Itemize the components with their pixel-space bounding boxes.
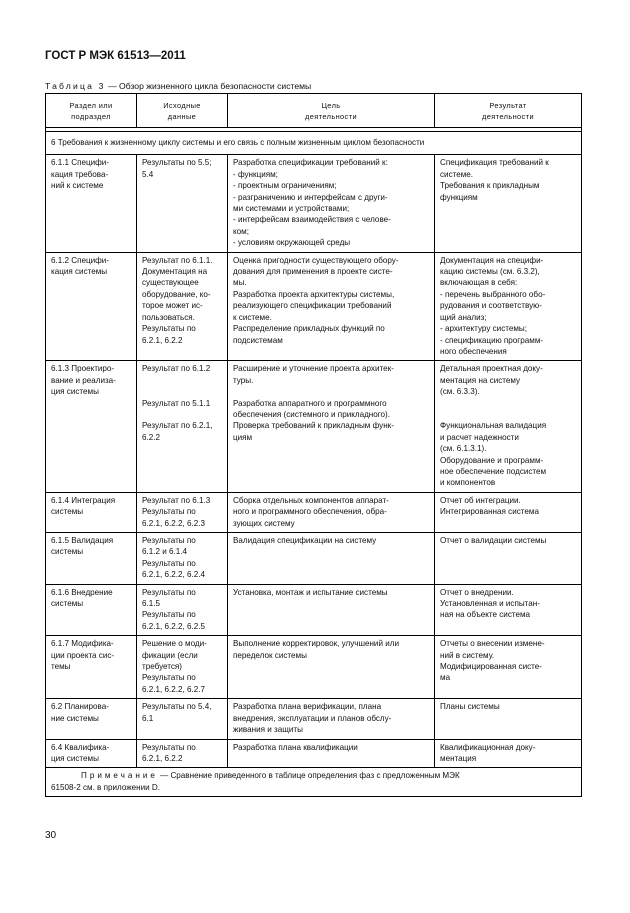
cell-line: - проектным ограничениям; (233, 181, 337, 191)
cell-line: Отчеты о внесении измене- (440, 639, 545, 649)
cell-line (440, 409, 577, 420)
cell-line: 6.1.2 и 6.1.4 (142, 547, 188, 557)
cell-line: 6.2.1, 6.2.2, 6.2.7 (142, 684, 205, 694)
column-header-label: Исходные данные (163, 100, 201, 121)
cell-line: Решение о моди- (142, 639, 207, 649)
cell-line: 6.4 Квалифика- (51, 742, 110, 752)
cell-line: Квалификационная доку- (440, 742, 536, 752)
cell-line: 6.1.7 Модифика- (51, 639, 114, 649)
cell-line: Результаты по (142, 742, 196, 752)
cell-line: - условиям окружающей среды (233, 238, 351, 248)
table-header-row (46, 94, 582, 128)
result-cell (435, 361, 582, 492)
cell-line: Детальная проектная доку- (440, 364, 543, 374)
inputs-cell (137, 252, 228, 361)
section-cell (46, 584, 137, 636)
section-title-row (46, 132, 582, 155)
inputs-cell (137, 155, 228, 252)
cell-line: - интерфейсам взаимодействия с челове- (233, 215, 391, 225)
cell-line: существующее (142, 278, 199, 288)
cell-line: Отчет о валидации системы (440, 536, 547, 545)
note-text: — Сравнение приведенного в таблице определения фаз с предложенным МЭК (160, 771, 460, 781)
cell-line: 6.1.5 (142, 599, 161, 609)
cell-line: 6.2.1, 6.2.2 (142, 753, 183, 763)
cell-line (440, 398, 577, 409)
cell-line: ное обеспечение подсистем (440, 466, 547, 476)
cell-line: Результаты по 5.4, (142, 702, 212, 712)
purpose-cell (228, 584, 435, 636)
cell-line: 6.2.1, 6.2.2, 6.2.4 (142, 570, 205, 580)
table-caption-title: — Обзор жизненного цикла безопасности системы (108, 81, 312, 91)
table-row (46, 492, 582, 532)
cell-line: Результат по 5.1.1 (142, 398, 211, 408)
table-row (46, 361, 582, 492)
cell-line: внедрения, эксплуатации и планов обслу- (233, 713, 392, 723)
cell-line: туры. (233, 375, 254, 385)
cell-line: ция системы (51, 753, 99, 763)
cell-line: ция системы (51, 387, 99, 397)
note-row (46, 768, 582, 797)
cell-line: торое может ис- (142, 301, 203, 311)
note-cell (46, 768, 582, 797)
cell-line: ми системами и устройствами; (233, 204, 350, 214)
lifecycle-table (45, 93, 582, 797)
cell-line: 6.1.3 Проектиро- (51, 364, 115, 374)
cell-line: (см. 6.3.3). (440, 387, 480, 397)
column-header-label: Результат деятельности (482, 100, 534, 121)
cell-line: Модифицированная систе- (440, 662, 542, 672)
cell-line: Установленная и испытан- (440, 599, 540, 609)
cell-line: Результат по 6.1.3 (142, 495, 211, 505)
section-cell (46, 155, 137, 252)
table-row (46, 584, 582, 636)
header-section (46, 94, 137, 128)
cell-line: 6.1 (142, 713, 154, 723)
purpose-cell (228, 492, 435, 532)
cell-line: дования для применения в проекте систе- (233, 267, 393, 277)
cell-line: Оборудование и программ- (440, 455, 544, 465)
note-label: Примечание (81, 771, 158, 781)
cell-line: 6.2 Планирова- (51, 702, 109, 712)
purpose-cell (228, 252, 435, 361)
table-row (46, 699, 582, 739)
cell-line: Сборка отдельных компонентов аппарат- (233, 495, 389, 505)
inputs-cell (137, 636, 228, 699)
cell-line: Выполнение корректировок, улучшений или (233, 639, 399, 649)
result-cell (435, 699, 582, 739)
table-row (46, 739, 582, 768)
cell-line: 6.1.2 Специфи- (51, 255, 110, 265)
cell-line (142, 386, 223, 397)
table-row (46, 533, 582, 585)
cell-line: ком; (233, 226, 249, 236)
inputs-cell (137, 584, 228, 636)
cell-line: Оценка пригодности существующего обору- (233, 255, 399, 265)
cell-line: Результаты по (142, 610, 196, 620)
cell-line: ма (440, 673, 451, 683)
cell-line: Документация на специфи- (440, 255, 544, 265)
result-cell (435, 155, 582, 252)
cell-line (142, 409, 223, 420)
cell-line: Результат по 6.2.1, (142, 421, 213, 431)
cell-line: подсистемам (233, 335, 283, 345)
cell-line: Отчет о внедрении. (440, 587, 514, 597)
cell-line: пользоваться. (142, 312, 195, 322)
cell-line: - разграничению и интерфейсам с други- (233, 192, 388, 202)
cell-line: ная на объекте система (440, 610, 531, 620)
cell-line: системе. (440, 169, 474, 179)
cell-line: Требования к прикладным (440, 181, 540, 191)
result-cell (435, 492, 582, 532)
cell-line: Разработка аппаратного и программного (233, 398, 387, 408)
cell-line: Разработка плана верификации, плана (233, 702, 382, 712)
table-caption (45, 81, 311, 91)
column-header-label: Раздел или подраздел (69, 100, 113, 121)
cell-line: рудования и соответствую- (440, 301, 542, 311)
cell-line: системы (51, 547, 84, 557)
cell-line: переделок системы (233, 650, 307, 660)
cell-line: и расчет надежности (440, 432, 519, 442)
cell-line: 5.4 (142, 169, 154, 179)
cell-line: Расширение и уточнение проекта архитек- (233, 364, 394, 374)
cell-line: Результаты по (142, 673, 196, 683)
cell-line: 6.1.6 Внедрение (51, 587, 113, 597)
section-cell (46, 699, 137, 739)
cell-line: Результаты по (142, 507, 196, 517)
inputs-cell (137, 699, 228, 739)
cell-line: системы (51, 507, 84, 517)
cell-line: включающая в себя: (440, 278, 518, 288)
cell-line: к системе. (233, 312, 272, 322)
cell-line: ментация (440, 753, 477, 763)
cell-line: и компонентов (440, 478, 496, 488)
cell-line: ного и программного обеспечения, обра- (233, 507, 387, 517)
purpose-cell (228, 155, 435, 252)
cell-line: Разработка плана квалификации (233, 742, 358, 752)
cell-line: 6.2.1, 6.2.2, 6.2.5 (142, 621, 205, 631)
cell-line: Результаты по (142, 536, 196, 545)
cell-line: Отчет об интеграции. (440, 495, 521, 505)
table-row (46, 155, 582, 252)
purpose-cell (228, 636, 435, 699)
cell-line: вание и реализа- (51, 375, 116, 385)
purpose-cell (228, 533, 435, 585)
cell-line: Результаты по (142, 587, 196, 597)
cell-line (142, 375, 223, 386)
header-result (435, 94, 582, 128)
section-title: 6 Требования к жизненному циклу системы и его связь с полным жизненным циклом безопасности (46, 132, 582, 155)
cell-line: Разработка спецификации требований к: (233, 158, 388, 168)
cell-line: щий анализ; (440, 312, 487, 322)
cell-line: ний в систему. (440, 650, 495, 660)
purpose-cell (228, 739, 435, 768)
cell-line: циям (233, 432, 253, 442)
cell-line: оборудование, ко- (142, 289, 211, 299)
cell-line: ции проекта сис- (51, 650, 115, 660)
cell-line: ние системы (51, 713, 99, 723)
inputs-cell (137, 739, 228, 768)
document-header: ГОСТ Р МЭК 61513—2011 (45, 50, 186, 62)
note-text-cont: 61508-2 см. в приложении D. (51, 782, 161, 792)
cell-line: зующих систему (233, 518, 295, 528)
result-cell (435, 584, 582, 636)
cell-line: Результаты по (142, 558, 196, 568)
header-purpose (228, 94, 435, 128)
cell-line: Результат по 6.1.1. (142, 255, 213, 265)
cell-line: кация системы (51, 267, 108, 277)
inputs-cell (137, 492, 228, 532)
header-inputs (137, 94, 228, 128)
cell-line: Валидация спецификации на систему (233, 536, 377, 545)
cell-line: Распределение прикладных функций по (233, 324, 385, 334)
cell-line: - архитектуру системы; (440, 324, 527, 334)
cell-line: Результаты по 5.5; (142, 158, 212, 168)
cell-line: 6.2.1, 6.2.2 (142, 335, 183, 345)
cell-line: ментация на систему (440, 375, 521, 385)
cell-line: - спецификацию программ- (440, 335, 544, 345)
cell-line (233, 386, 430, 397)
cell-line: 6.1.5 Валидация (51, 536, 114, 545)
cell-line: обеспечения (системного и прикладного). (233, 409, 390, 419)
cell-line: системы (51, 599, 84, 609)
cell-line: Установка, монтаж и испытание системы (233, 587, 388, 597)
cell-line: фикации (если (142, 650, 198, 660)
result-cell (435, 533, 582, 585)
table-row (46, 636, 582, 699)
inputs-cell (137, 361, 228, 492)
cell-line: живания и защиты (233, 725, 303, 735)
section-cell (46, 636, 137, 699)
section-cell (46, 739, 137, 768)
table-row (46, 252, 582, 361)
cell-line: функциям (440, 192, 478, 202)
section-cell (46, 492, 137, 532)
cell-line: Результат по 6.1.2 (142, 364, 211, 374)
page-number: 30 (45, 830, 57, 841)
cell-line: Планы системы (440, 702, 500, 712)
cell-line: Спецификация требований к (440, 158, 549, 168)
section-cell (46, 361, 137, 492)
section-cell (46, 533, 137, 585)
inputs-cell (137, 533, 228, 585)
result-cell (435, 636, 582, 699)
cell-line: Результаты по (142, 324, 196, 334)
purpose-cell (228, 699, 435, 739)
column-header-label: Цель деятельности (305, 100, 357, 121)
cell-line: 6.2.2 (142, 432, 161, 442)
cell-line: - перечень выбранного обо- (440, 289, 546, 299)
cell-line: кацию системы (см. 6.3.2), (440, 267, 540, 277)
cell-line: (см. 6.1.3.1). (440, 444, 487, 454)
cell-line: ного обеспечения (440, 346, 507, 356)
cell-line: Разработка проекта архитектуры системы, (233, 289, 395, 299)
cell-line: требуется) (142, 662, 183, 672)
cell-line: 6.1.4 Интеграция (51, 495, 116, 505)
cell-line: мы. (233, 278, 247, 288)
table-caption-label: Таблица 3 (45, 81, 106, 91)
cell-line: кация требова- (51, 169, 109, 179)
cell-line: Проверка требований к прикладным функ- (233, 421, 394, 431)
cell-line: Функциональная валидация (440, 421, 547, 431)
cell-line: 6.1.1 Специфи- (51, 158, 110, 168)
result-cell (435, 252, 582, 361)
result-cell (435, 739, 582, 768)
cell-line: - функциям; (233, 169, 278, 179)
cell-line: темы (51, 662, 71, 672)
section-cell (46, 252, 137, 361)
purpose-cell (228, 361, 435, 492)
cell-line: ний к системе (51, 181, 104, 191)
cell-line: Документация на (142, 267, 208, 277)
cell-line: 6.2.1, 6.2.2, 6.2.3 (142, 518, 205, 528)
cell-line: реализующего спецификации требований (233, 301, 392, 311)
cell-line: Интегрированная система (440, 507, 539, 517)
